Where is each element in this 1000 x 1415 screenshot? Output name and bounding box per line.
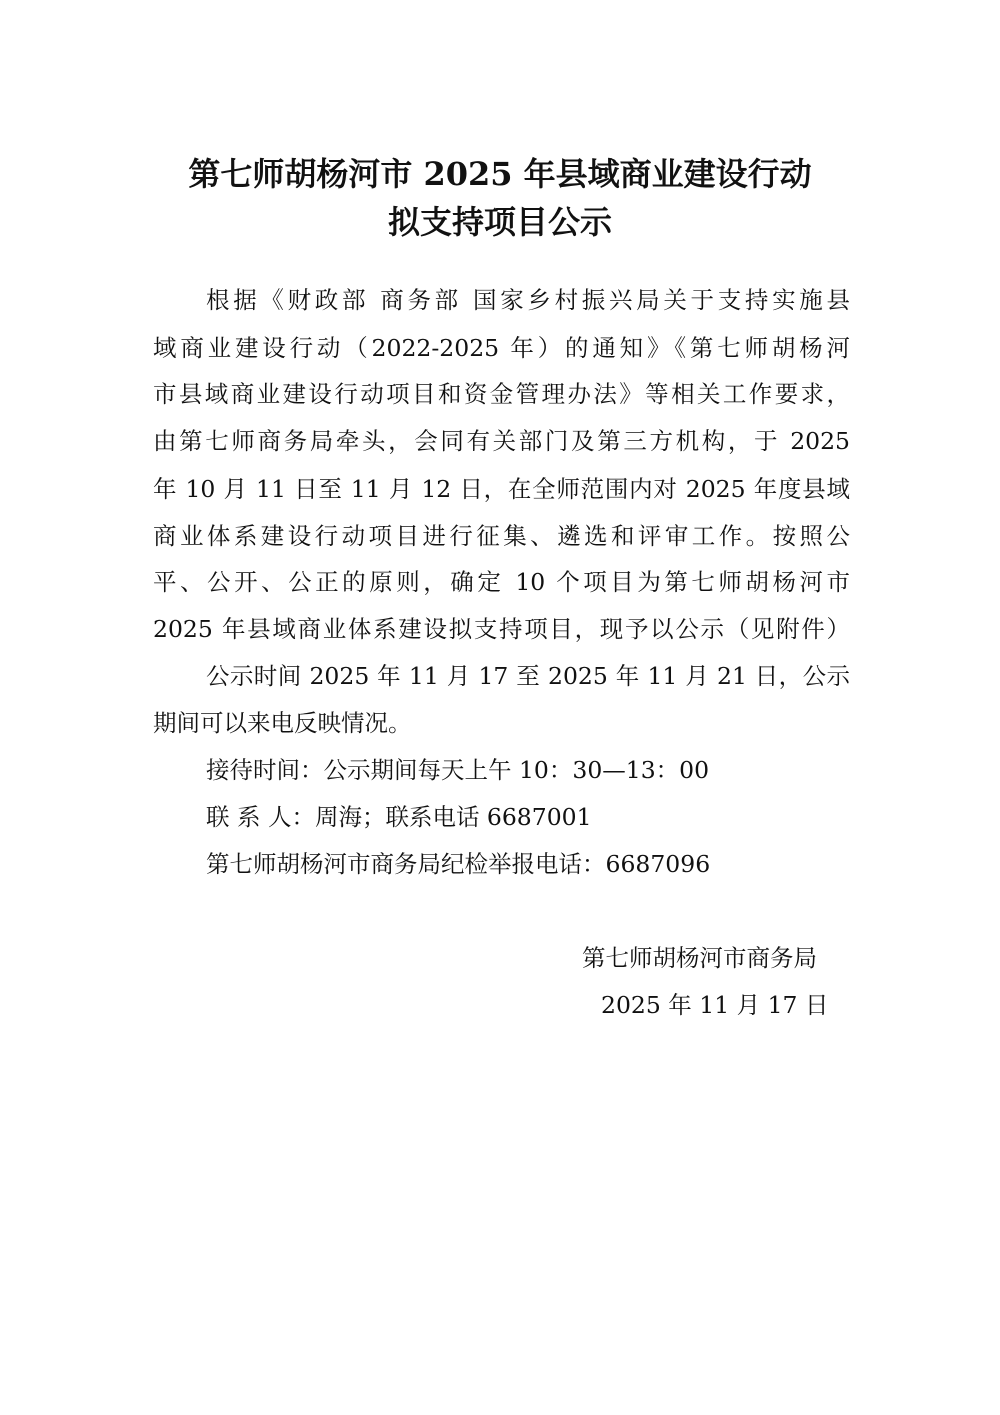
contact-info: 联 系 人：周海；联系电话 6687001 (206, 803, 592, 831)
paragraph1-line-2: 域商业建设行动（2022-2025 年）的通知》《第七师胡杨河 (153, 334, 850, 362)
title-line-1: 第七师胡杨河市 2025 年县域商业建设行动 (188, 155, 812, 193)
report-phone: 第七师胡杨河市商务局纪检举报电话：6687096 (206, 850, 711, 878)
paragraph1-line-3: 市县域商业建设行动项目和资金管理办法》等相关工作要求， (153, 380, 850, 408)
paragraph1-line-7: 平、公开、公正的原则，确定 10 个项目为第七师胡杨河市 (153, 568, 850, 596)
title-line-2: 拟支持项目公示 (387, 203, 612, 241)
signature-organization: 第七师胡杨河市商务局 (582, 944, 817, 972)
paragraph2-line-2: 期间可以来电反映情况。 (153, 709, 412, 737)
paragraph1-line-1: 根据《财政部 商务部 国家乡村振兴局关于支持实施县 (206, 286, 850, 314)
paragraph1-line-5: 年 10 月 11 日至 11 月 12 日，在全师范围内对 2025 年度县域 (153, 475, 850, 503)
document-title (150, 150, 850, 246)
reception-time: 接待时间：公示期间每天上午 10：30—13：00 (206, 756, 710, 784)
paragraph1-line-8: 2025 年县域商业体系建设拟支持项目，现予以公示（见附件） (153, 615, 850, 643)
paragraph2-line-1: 公示时间 2025 年 11 月 17 至 2025 年 11 月 21 日，公示 (206, 662, 850, 690)
signature-date: 2025 年 11 月 17 日 (601, 991, 829, 1019)
paragraph1-line-6: 商业体系建设行动项目进行征集、遴选和评审工作。按照公 (153, 522, 850, 550)
paragraph1-line-4: 由第七师商务局牵头，会同有关部门及第三方机构，于 2025 (153, 427, 850, 455)
